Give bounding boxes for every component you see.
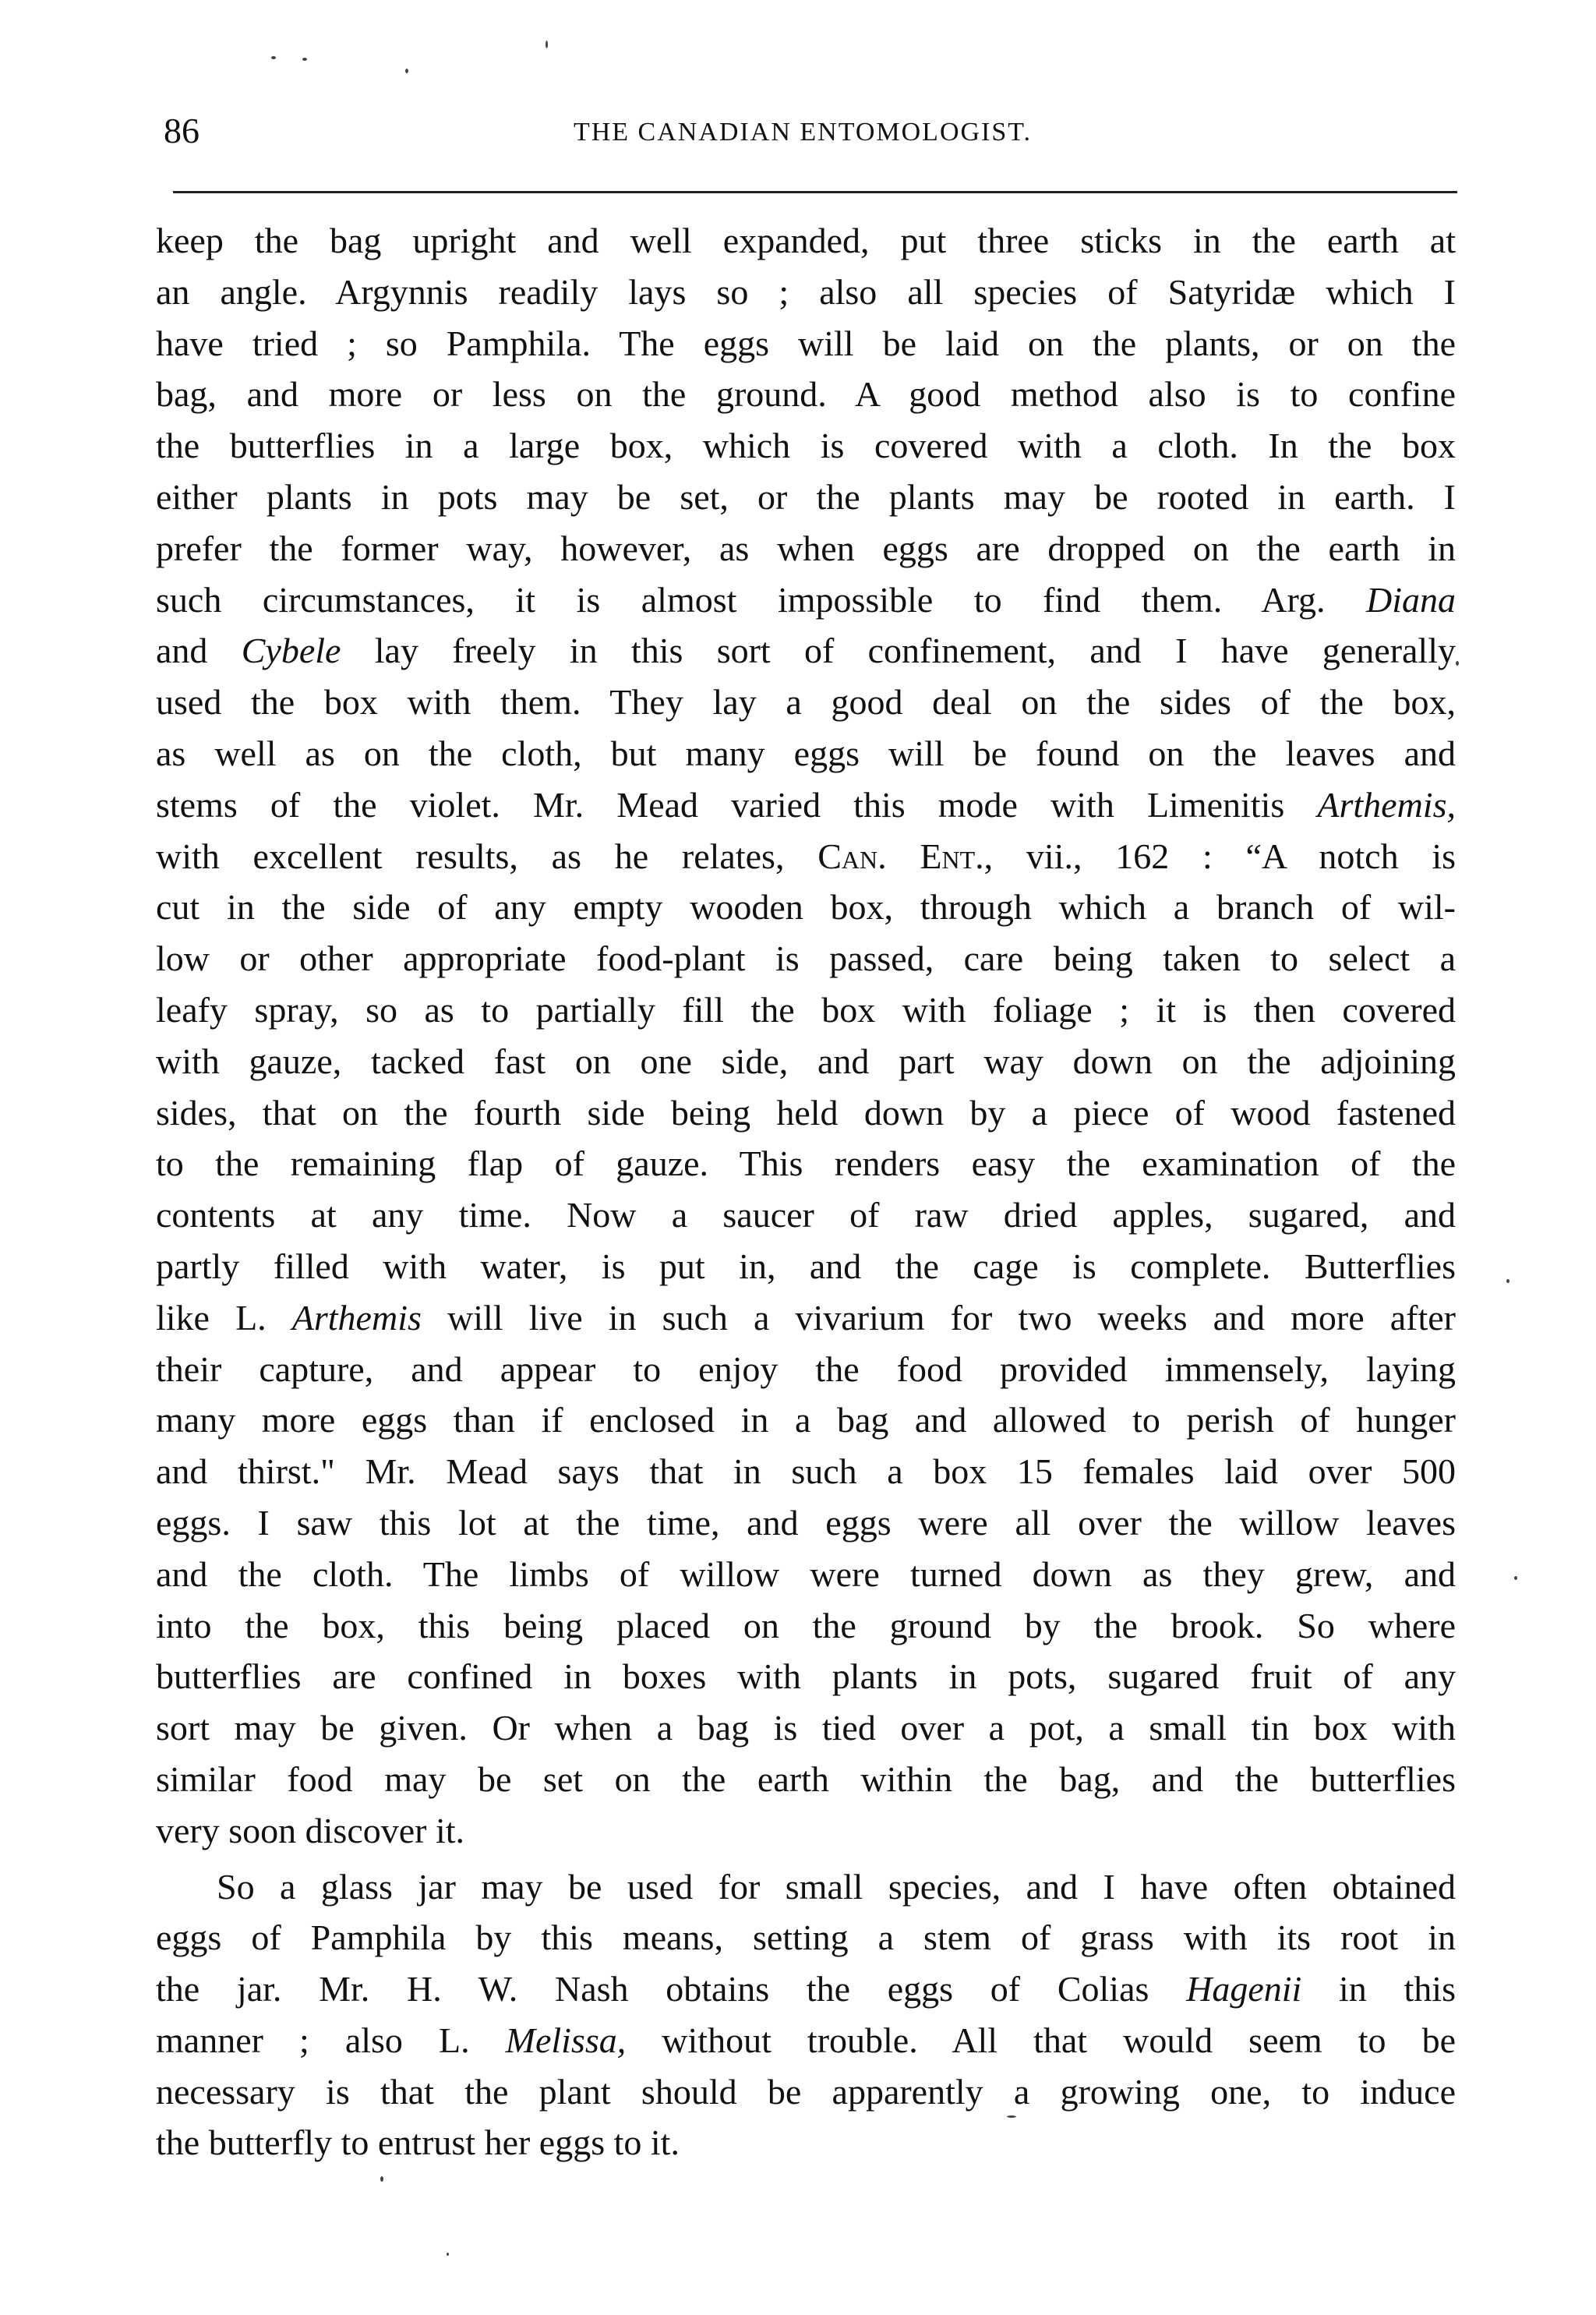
text-line: cut in the side of any empty wooden box, through which a branch of wil- bbox=[156, 887, 1456, 928]
text-run: , vii., 162 : “A notch is bbox=[983, 836, 1457, 876]
text-line: an angle. Argynnis readily lays so ; also all species of Satyridæ which I bbox=[156, 271, 1456, 312]
species-name: Hagenii bbox=[1186, 1969, 1302, 2009]
text-line: contents at any time. Now a saucer of raw dried apples, sugared, and bbox=[156, 1195, 1456, 1235]
species-name: Cybele bbox=[241, 631, 341, 671]
text-line: into the box, this being placed on the ground by the brook. So where bbox=[156, 1605, 1456, 1645]
text-run: stems of the violet. Mr. Mead varied this mode with Limenitis bbox=[156, 784, 1318, 825]
text-run: will live in such a vivarium for two weeks and more after bbox=[421, 1297, 1457, 1338]
text-run: without trouble. All that would seem to be bbox=[626, 2020, 1456, 2060]
scan-speck bbox=[1514, 1576, 1517, 1580]
text-run: and bbox=[156, 631, 242, 671]
scan-speck bbox=[271, 56, 276, 59]
text-line: bag, and more or less on the ground. A good method also is to confine bbox=[156, 374, 1456, 415]
text-run: the jar. Mr. H. W. Nash obtains the eggs of Colias bbox=[156, 1969, 1187, 2009]
scan-speck bbox=[447, 2253, 449, 2256]
species-name: Arthemis, bbox=[1317, 784, 1456, 825]
citation: Can. Ent. bbox=[817, 836, 984, 876]
text-line: their capture, and appear to enjoy the food provided immensely, laying bbox=[156, 1348, 1456, 1389]
scan-speck bbox=[405, 69, 408, 73]
text-line: the butterflies in a large box, which is covered with a cloth. In the box bbox=[156, 426, 1456, 466]
text-line bbox=[156, 1292, 1456, 1344]
text-line: many more eggs than if enclosed in a bag and allowed to perish of hunger bbox=[156, 1400, 1456, 1440]
species-name: Melissa, bbox=[505, 2020, 627, 2060]
text-run: with excellent results, as he relates, bbox=[156, 836, 818, 876]
text-run: in this bbox=[1301, 1969, 1456, 2009]
text-line: similar food may be set on the earth within the bag, and the butterflies bbox=[156, 1758, 1456, 1799]
text-line: very soon discover it. bbox=[156, 1810, 465, 1850]
page-header bbox=[156, 108, 1449, 154]
text-line: eggs. I saw this lot at the time, and eggs were all over the willow leaves bbox=[156, 1502, 1456, 1543]
header-rule bbox=[173, 191, 1457, 193]
scan-speck bbox=[1506, 1279, 1509, 1283]
text-run: manner ; also L. bbox=[156, 2020, 506, 2060]
text-line: sides, that on the fourth side being held down by a piece of wood fastened bbox=[156, 1092, 1456, 1133]
text-line bbox=[156, 625, 1456, 677]
text-line: as well as on the cloth, but many eggs will be found on the leaves and bbox=[156, 733, 1456, 773]
text-run: lay freely in this sort of confinement, and I have generally bbox=[341, 631, 1456, 671]
text-line bbox=[156, 2015, 1456, 2066]
text-line: and thirst." Mr. Mead says that in such a box 15 females laid over 500 bbox=[156, 1451, 1456, 1492]
text-line: either plants in pots may be set, or the plants may be rooted in earth. I bbox=[156, 476, 1456, 517]
text-line: eggs of Pamphila by this means, setting a stem of grass with its root in bbox=[156, 1917, 1456, 1958]
page-number: 86 bbox=[164, 111, 200, 150]
species-name: Arthemis bbox=[291, 1297, 422, 1338]
text-line: the butterfly to entrust her eggs to it. bbox=[156, 2122, 680, 2163]
text-line: sort may be given. Or when a bag is tied over a pot, a small tin box with bbox=[156, 1708, 1456, 1748]
text-line: necessary is that the plant should be apparently a growing one, to induce bbox=[156, 2071, 1456, 2112]
scan-speck bbox=[302, 58, 307, 61]
text-line: have tried ; so Pamphila. The eggs will be laid on the plants, or on the bbox=[156, 323, 1456, 363]
body-text bbox=[156, 215, 1456, 2168]
scan-speck bbox=[380, 2176, 383, 2182]
scan-speck bbox=[1007, 2115, 1016, 2118]
text-line: partly filled with water, is put in, and the cage is complete. Butterflies bbox=[156, 1246, 1456, 1286]
text-line bbox=[156, 1963, 1456, 2015]
text-line: So a glass jar may be used for small species, and I have often obtained bbox=[217, 1866, 1456, 1907]
text-line bbox=[156, 831, 1456, 882]
text-line: to the remaining flap of gauze. This renders easy the examination of the bbox=[156, 1143, 1456, 1184]
text-line: used the box with them. They lay a good deal on the sides of the box, bbox=[156, 682, 1456, 723]
text-run: such circumstances, it is almost impossible to find them. Arg. bbox=[156, 579, 1366, 620]
text-line: and the cloth. The limbs of willow were turned down as they grew, and bbox=[156, 1553, 1456, 1594]
species-name: Diana bbox=[1366, 579, 1456, 620]
text-run: like L. bbox=[156, 1297, 292, 1338]
text-line bbox=[156, 574, 1456, 626]
running-head: THE CANADIAN ENTOMOLOGIST. bbox=[573, 118, 1033, 147]
scan-speck bbox=[1456, 661, 1459, 666]
text-line: leafy spray, so as to partially fill the box with foliage ; it is then covered bbox=[156, 989, 1456, 1030]
text-line: butterflies are confined in boxes with plants in pots, sugared fruit of any bbox=[156, 1656, 1456, 1697]
text-line: low or other appropriate food-plant is passed, care being taken to select a bbox=[156, 938, 1456, 979]
text-line: with gauze, tacked fast on one side, and part way down on the adjoining bbox=[156, 1041, 1456, 1081]
text-line bbox=[156, 779, 1456, 831]
text-line: prefer the former way, however, as when eggs are dropped on the earth in bbox=[156, 528, 1456, 568]
text-line: keep the bag upright and well expanded, put three sticks in the earth at bbox=[156, 221, 1456, 260]
scan-speck bbox=[546, 41, 548, 48]
